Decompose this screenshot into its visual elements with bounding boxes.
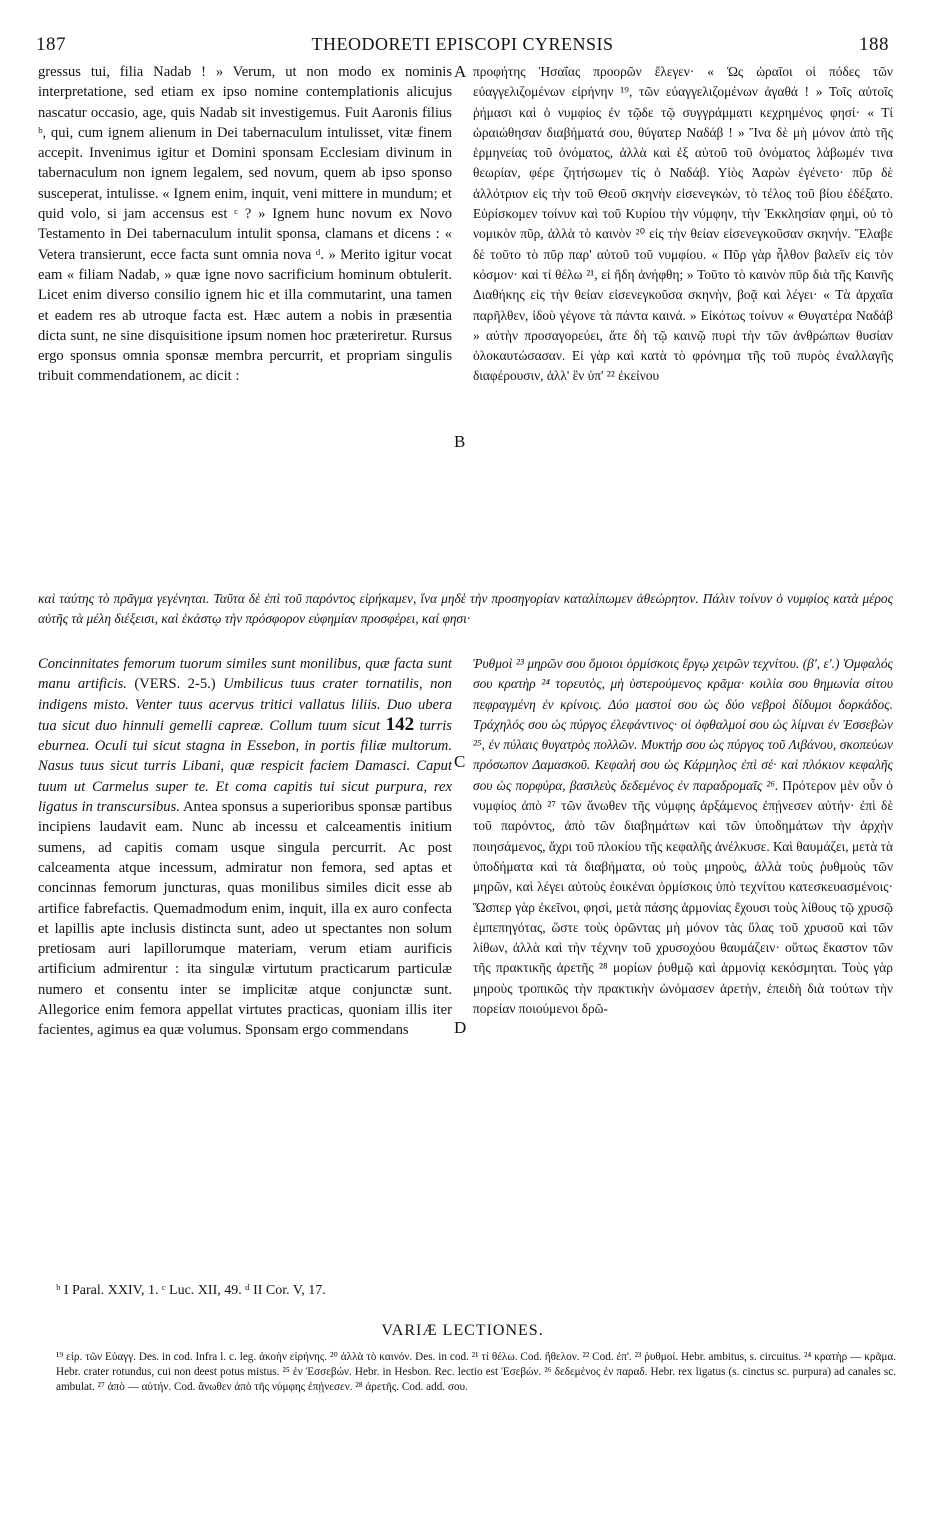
page-number-left: 187: [36, 34, 66, 55]
greek-scripture: Ῥυθμοὶ ²³ μηρῶν σου ὅμοιοι ὁρμίσκοις ἔργῳ χειρῶν τεχνίτου. (β', ε'.) Ὀμφαλός σου κρατὴρ ²⁴ τορευτὸς, μὴ ὑστερούμενος κρᾶμα· κοιλία σου θημωνία σίτου πεφραγμένη ἐν κρίνοις. Δύο μαστοί σου ὡς δύο νεβροὶ δίδυμοι δορκάδος. Τράχηλός σου ὡς πύργος ἐλεφάντινος· οἱ ὀφθαλμοί σου ὡς λίμναι ἐν Ἐσσεβὼν ²⁵, ἐν πύλαις θυγατρὸς πολλῶν. Μυκτήρ σου ὡς πύργος τοῦ Λιβάνου, σκοπεύων πρόσωπον Δαμασκοῦ. Κεφαλή σου ὡς Κάρμηλος ἐπὶ σέ· καὶ πλόκιον κεφαλῆς σου ὡς πορφύρα, βασιλεὺς δεδεμένος ἐν παραδρομαῖς ²⁶.: [473, 656, 893, 793]
greek-text: προφήτης Ἠσαΐας προορῶν ἔλεγεν· « Ὡς ὡραῖοι οἱ πόδες τῶν εὐαγγελιζομένων εἰρήνην ¹⁹, τῶν εὐαγγελιζομένων ἀγαθά ! » Τοῖς αὐτοῖς ῥήμασι καὶ ὁ νυμφίος ἐν τῷδε τῷ συγγράμματι κεχρημένος φησί· « Τί ὡραιώθησαν διαβήματά σου, θύγατερ Ναδάβ ! » Ἵνα δὲ μὴ μόνον ἀπὸ τῆς ἑρμηνείας τοῦ ὀνόματος, ἀλλὰ καὶ ἐξ αὐτοῦ τοῦ ὀνόματος λάβωμέν τινα θεωρίαν, φέρε ζητήσωμεν τίς ὁ Ναδάβ. Υἱὸς Ἀαρὼν ἐγένετο· πῦρ δὲ ἀλλότριον εἰς τὴν τοῦ Θεοῦ σκηνὴν εἰσενεγκὼν, τὸ τέλος τοῦ βίου ἐδέξατο. Εὑρίσκομεν τοίνυν καὶ τοῦ Κυρίου τὴν νύμφην, τὴν Ἐκκλησίαν φημὶ, οὐ τὸ νομικὸν πῦρ, ἀλλὰ τὸ καινὸν ²⁰ εἰς τὴν θείαν εἰσενεγκοῦσαν σκηνήν. Ἔλαβε δὲ τοῦτο τὸ πῦρ παρ' αὐτοῦ τοῦ νυμφίου. « Πῦρ γὰρ ἦλθον βαλεῖν εἰς τὸν κόσμον· καὶ τί θέλω ²¹, εἰ ἤδη ἀνήφθη; » Τοῦτο τὸ καινὸν πῦρ διὰ τῆς Καινῆς Διαθήκης εἰς τὴν θείαν εἰσενεγκοῦσα σκηνὴν, βοᾷ καὶ λέγει· « Τὰ ἀρχαῖα παρῆλθεν, ἰδοὺ γέγονε τὰ πάντα καινά. » Εἰκότως τοίνυν « Θυγατέρα Ναδάβ » αὐτὴν προσαγορεύει, ἅτε δὴ τῷ καινῷ πυρὶ τὴν τῶν ἀνθρώπων θυσίαν ὁλοκαυτώσασαν. Εἰ γὰρ καὶ κατὰ τὸ φρόνημα τῆς τοῦ πυρὸς ἐναλλαγῆς διαφέρουσιν, ἀλλ' ἓν ὑπ' ²² ἐκείνου: [473, 64, 893, 384]
footnote-references: ᵇ I Paral. XXIV, 1. ᶜ Luc. XII, 49. ᵈ II Cor. V, 17.: [56, 1283, 326, 1298]
column-marker-b: B: [454, 432, 466, 451]
column-marker-a: A: [454, 62, 467, 81]
latin-column-section-2: [38, 654, 452, 1264]
latin-scripture-b: Umbilicus tuus crater tornatilis, non indigens misto. Venter tuus acervus tritici vallatus liliis. Duo ubera tua sicut duo hinnuli gemelli capreæ. Collum tuum sicut: [38, 676, 452, 734]
latin-scripture-c: turris eburnea. Oculi tui sicut stagna in Essebon, in portis filiæ multorum. Nasus tuus sicut turris Libani, quæ respicit faciem Damasci. Caput tuum ut Carmelus super te. Et coma capitis tui sicut purpura, rex ligatus in transcursibus.: [38, 717, 452, 816]
variae-lectiones-title: VARIÆ LECTIONES.: [381, 1322, 544, 1339]
page-number-right: 188: [859, 34, 889, 55]
latin-text: gressus tui, filia Nadab ! » Verum, ut non modo ex nominis interpretatione, sed etiam ex ipso nomine contemplationis alicujus nascatur occasio, age, quis Nadab sit investigemus. Fuit Aaronis filius ᵇ, qui, cum ignem alienum in Dei tabernaculum intulisset, vitæ finem accepit. Invenimus igitur et Domini sponsam Ecclesiam divinum in tabernaculum non ignem legalem, sed novum, quem ab ipso sponso susceperat, intulisse. « Ignem enim, inquit, veni mittere in mundum; et quid volo, si jam accensus est ᶜ ? » Ignem hunc novum ex Novo Testamento in Dei tabernaculum intulit sponsa, clamans et dicens : « Vetera transierunt, ecce facta sunt omnia nova ᵈ. » Merito igitur vocat eam « filiam Nadab, » quæ igne novo sacrificium hominum obtulerit. Licet enim diverso consilio ignem hic et illa commutarint, una tamen et eadem res ab utroque facta est. Hæc autem a nobis in præsentia dicta sunt, ne sine disquisitione ipsum nomen hoc præteriretur. Rursus ergo sponsus omnia sponsæ membra percurrit, et propriam singulis tribuit commendationem, ac dicit :: [38, 64, 452, 385]
latin-paragraph: [38, 654, 452, 1041]
greek-paragraph: [473, 654, 893, 1019]
latin-scripture-a: Concinnitates femorum tuorum similes sunt monilibus, quæ facta sunt manu artificis.: [38, 656, 452, 693]
running-head: [36, 34, 889, 58]
greek-commentary: Πρότερον μὲν οὖν ὁ νυμφίος ἀπὸ ²⁷ τῶν ἄνωθεν τῆς νύμφης ἀρξάμενος ἐπῄνεσεν αὐτήν· ἐπὶ δὲ τοῦ παρόντος, ἀπὸ τῶν διαβημάτων καὶ τῶν ὑποδημάτων τὴν ἀρχὴν ποιησάμενος, ἄχρι τοῦ πλοκίου τῆς κεφαλῆς ἀνέλκυσε. Καὶ θαυμάζει, μετὰ τὰ ὑποδήματα καὶ τὰ διαβήματα, οὐ τοὺς μηροὺς, ἀλλὰ τοὺς ῥυθμοὺς τῶν μηρῶν, καὶ λέγει αὐτοὺς ἐοικέναι ὁρμίσκοις ὑπὸ τεχνίτου κατεσκευασμένοις· Ὥσπερ γὰρ ἐκεῖνοι, φησὶ, μετὰ πάσης ἁρμονίας ἔχουσι τοὺς λίθους τῷ χρυσῷ ἐμπεπηγότας, ὥστε τοὺς ὁρῶντας μὴ μόνον τὰς ὕλας τοῦ χρυσοῦ καὶ τῶν λίθων, ἀλλὰ καὶ τὴν τέχνην τοῦ χρυσοχόου θαυμάζειν· οὕτως ἕκαστον τῶν τῆς πρακτικῆς ἀρετῆς ²⁸ μορίων ῥυθμῷ καὶ ἁρμονίᾳ κεκόσμηται. Τοὺς γὰρ μηροὺς τροπικῶς τὴν πρακτικὴν ὠνόμασεν ἀρετὴν, ἐπειδὴ διὰ τούτων τὴν πορείαν ποιούμενοι δρῶ-: [473, 777, 893, 1017]
verse-reference: (VERS. 2-5.): [134, 676, 216, 693]
latin-commentary: Antea sponsus a superioribus sponsæ partibus incipiens laudavit eam. Nunc ab incessu et calceamentis initium sumens, ad capitis comam usque singula percurrit. Ac post calceamenta atque incessum, admiratur non femora, sed aptas et concinnas femorum juncturas, quas monilibus similes dicit esse ab artifice fabrefactis. Quemadmodum enim, inquit, illa ex auro confecta et lapillis apte inclusis distincta sunt, adeo ut spectantes non solum pretiosam auri lapillorumque materiam, verum etiam aurificis artificium admirentur : ita singulæ virtutum practicarum particulæ numero et consentu inter se implicitæ atque conjunctæ sunt. Allegorice enim femora appellat virtutes practicas, quoniam illis iter facientes, agimus ea quæ volumus. Sponsam ergo commendans: [38, 799, 452, 1039]
variae-lectiones-text: ¹⁹ εἰρ. τῶν Εὐαγγ. Des. in cod. Infra l. c. leg. ἀκοὴν εἰρήνης. ²⁰ ἀλλὰ τὸ καινόν. Des. in cod. ²¹ τί θέλω. Cod. ἤθελον. ²² Cod. ἐπ'. ²³ ῥυθμοί. Hebr. ambitus, s. circuitus. ²⁴ κρατὴρ — κρᾶμα. Hebr. crater rotundus, cui non deest potus mistus. ²⁵ ἐν Ἐσσεβών. Hebr. in Hesbon. Rec. lectio est Ἐσεβών. ²⁶ δεδεμένος ἐν παραδ. Hebr. rex ligatus (s. cinctus sc. purpura) ad canales sc. ambulat. ²⁷ ἀπὸ — αὐτήν. Cod. ἄνωθεν ἀπὸ τῆς νύμφης ἐπῄνεσεν. ²⁸ ἀρετῆς. Cod. add. σου.: [56, 1351, 896, 1394]
greek-column-section-1: [473, 62, 893, 589]
column-marker-d: D: [454, 1018, 467, 1037]
column-marker-c: C: [454, 752, 466, 771]
column-number: 142: [385, 713, 415, 735]
running-title: THEODORETI EPISCOPI CYRENSIS: [311, 34, 614, 54]
greek-full-width: [38, 589, 893, 650]
latin-column-section-1: [38, 62, 452, 589]
greek-full-text: καὶ ταύτης τὸ πρᾶγμα γεγένηται. Ταῦτα δὲ ἐπὶ τοῦ παρόντος εἰρήκαμεν, ἵνα μηδὲ τὴν προσηγορίαν καταλίπωμεν ἀθεώρητον. Πάλιν τοίνυν ὁ νυμφίος κατὰ μέρος αὐτῆς τὰ μέλη διέξεισι, καὶ ἑκάστῳ τὴν πρόσφορον εὐφημίαν προσφέρει, καί φησι·: [38, 591, 893, 627]
greek-column-section-2: [473, 654, 893, 1264]
